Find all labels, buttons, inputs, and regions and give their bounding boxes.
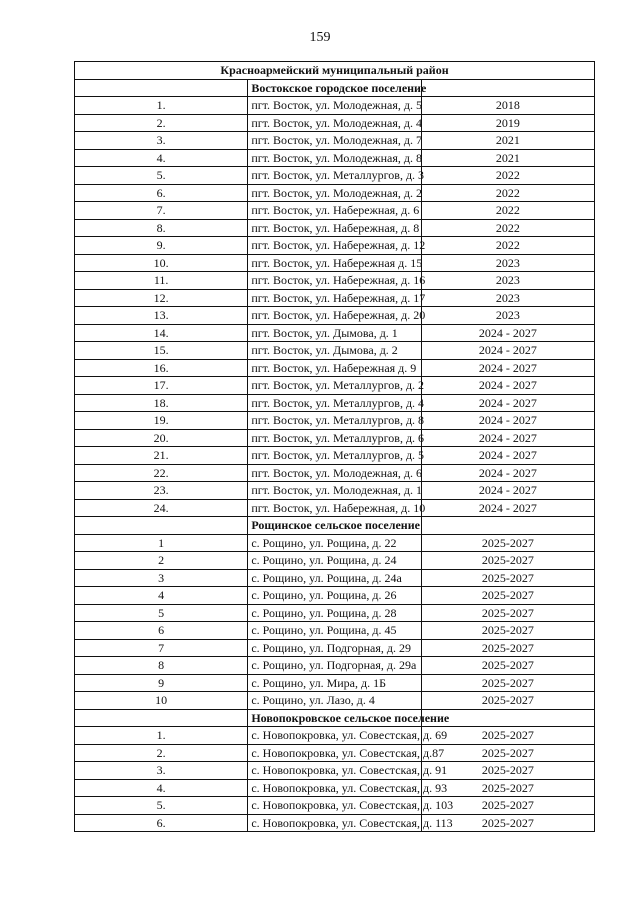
row-year: 2022	[421, 237, 594, 255]
table-body	[75, 62, 595, 832]
row-number: 4	[75, 587, 248, 605]
table-row	[75, 359, 595, 377]
row-number: 21.	[75, 447, 248, 465]
row-address: с. Рощино, ул. Рощина, д. 26	[248, 587, 421, 605]
table-row	[75, 202, 595, 220]
row-address: пгт. Восток, ул. Набережная, д. 16	[248, 272, 421, 290]
row-number: 2	[75, 552, 248, 570]
row-number: 10.	[75, 254, 248, 272]
row-address: с. Рощино, ул. Подгорная, д. 29а	[248, 657, 421, 675]
row-number: 4.	[75, 779, 248, 797]
table-row	[75, 324, 595, 342]
row-number: 10	[75, 692, 248, 710]
table-row	[75, 797, 595, 815]
row-address: с. Рощино, ул. Рощина, д. 45	[248, 622, 421, 640]
row-address: с. Рощино, ул. Рощина, д. 28	[248, 604, 421, 622]
row-address: с. Рощино, ул. Мира, д. 1Б	[248, 674, 421, 692]
row-address: с. Новопокровка, ул. Совестская, д. 103	[248, 797, 421, 815]
table-row	[75, 587, 595, 605]
row-year: 2025-2027	[421, 657, 594, 675]
row-address: с. Рощино, ул. Рощина, д. 24а	[248, 569, 421, 587]
row-address: с. Новопокровка, ул. Совестская, д.87	[248, 744, 421, 762]
page-number: 159	[309, 30, 331, 45]
row-year: 2024 - 2027	[421, 342, 594, 360]
row-year: 2024 - 2027	[421, 377, 594, 395]
row-address: пгт. Восток, ул. Металлургов, д. 6	[248, 429, 421, 447]
row-number: 23.	[75, 482, 248, 500]
row-year: 2022	[421, 219, 594, 237]
row-address: пгт. Восток, ул. Молодежная, д. 4	[248, 114, 421, 132]
table-row	[75, 779, 595, 797]
table-row	[75, 744, 595, 762]
row-number: 17.	[75, 377, 248, 395]
table-row	[75, 412, 595, 430]
table-row	[75, 114, 595, 132]
row-year: 2025-2027	[421, 534, 594, 552]
section-title: Рощинское сельское поселение	[248, 517, 421, 535]
table-row	[75, 184, 595, 202]
table-row	[75, 657, 595, 675]
row-address: пгт. Восток, ул. Набережная, д. 12	[248, 237, 421, 255]
table-row	[75, 167, 595, 185]
row-year: 2025-2027	[421, 604, 594, 622]
row-number: 20.	[75, 429, 248, 447]
row-year: 2024 - 2027	[421, 412, 594, 430]
row-year: 2025-2027	[421, 744, 594, 762]
row-number: 5.	[75, 797, 248, 815]
table-row	[75, 464, 595, 482]
row-number: 11.	[75, 272, 248, 290]
table-row	[75, 604, 595, 622]
row-number: 9.	[75, 237, 248, 255]
row-address: пгт. Восток, ул. Набережная, д. 20	[248, 307, 421, 325]
section-row	[75, 517, 595, 535]
section-number-cell	[75, 709, 248, 727]
row-address: с. Новопокровка, ул. Совестская, д. 69	[248, 727, 421, 745]
row-address: с. Новопокровка, ул. Совестская, д. 91	[248, 762, 421, 780]
row-number: 1	[75, 534, 248, 552]
row-year: 2025-2027	[421, 569, 594, 587]
row-year: 2023	[421, 307, 594, 325]
row-number: 3.	[75, 762, 248, 780]
table-row	[75, 272, 595, 290]
table-row	[75, 762, 595, 780]
row-year: 2024 - 2027	[421, 464, 594, 482]
row-year: 2021	[421, 149, 594, 167]
row-address: пгт. Восток, ул. Набережная, д. 10	[248, 499, 421, 517]
row-number: 6.	[75, 814, 248, 832]
row-address: пгт. Восток, ул. Металлургов, д. 2	[248, 377, 421, 395]
row-year: 2025-2027	[421, 622, 594, 640]
table-row	[75, 254, 595, 272]
table-row	[75, 447, 595, 465]
row-year: 2021	[421, 132, 594, 150]
table-row	[75, 429, 595, 447]
row-address: с. Новопокровка, ул. Совестская, д. 113	[248, 814, 421, 832]
section-number-cell	[75, 517, 248, 535]
row-year: 2024 - 2027	[421, 429, 594, 447]
table-row	[75, 674, 595, 692]
row-address: с. Рощино, ул. Подгорная, д. 29	[248, 639, 421, 657]
row-year: 2025-2027	[421, 552, 594, 570]
row-year: 2024 - 2027	[421, 324, 594, 342]
section-number-cell	[75, 79, 248, 97]
row-address: с. Рощино, ул. Рощина, д. 24	[248, 552, 421, 570]
row-year: 2025-2027	[421, 797, 594, 815]
table-row	[75, 219, 595, 237]
table-row	[75, 132, 595, 150]
row-year: 2023	[421, 272, 594, 290]
table-row	[75, 639, 595, 657]
table-row	[75, 289, 595, 307]
table-row	[75, 394, 595, 412]
row-address: пгт. Восток, ул. Молодежная, д. 1	[248, 482, 421, 500]
table-row	[75, 307, 595, 325]
row-year: 2025-2027	[421, 727, 594, 745]
table-row	[75, 534, 595, 552]
row-number: 7.	[75, 202, 248, 220]
row-address: пгт. Восток, ул. Металлургов, д. 8	[248, 412, 421, 430]
row-year: 2022	[421, 167, 594, 185]
table-row	[75, 727, 595, 745]
row-year: 2025-2027	[421, 779, 594, 797]
row-number: 8.	[75, 219, 248, 237]
row-number: 2.	[75, 114, 248, 132]
row-address: пгт. Восток, ул. Набережная, д. 8	[248, 219, 421, 237]
row-address: пгт. Восток, ул. Набережная д. 9	[248, 359, 421, 377]
table-row	[75, 377, 595, 395]
row-address: пгт. Восток, ул. Металлургов, д. 4	[248, 394, 421, 412]
row-year: 2023	[421, 289, 594, 307]
row-year: 2022	[421, 202, 594, 220]
row-year: 2022	[421, 184, 594, 202]
section-title: Востокское городское поселение	[248, 79, 421, 97]
row-year: 2019	[421, 114, 594, 132]
row-address: пгт. Восток, ул. Молодежная, д. 8	[248, 149, 421, 167]
row-number: 3	[75, 569, 248, 587]
row-number: 9	[75, 674, 248, 692]
row-number: 22.	[75, 464, 248, 482]
row-number: 24.	[75, 499, 248, 517]
row-number: 8	[75, 657, 248, 675]
table-row	[75, 342, 595, 360]
row-number: 15.	[75, 342, 248, 360]
row-number: 14.	[75, 324, 248, 342]
housing-table	[74, 61, 595, 832]
row-year: 2025-2027	[421, 674, 594, 692]
table-row	[75, 97, 595, 115]
row-number: 3.	[75, 132, 248, 150]
row-year: 2018	[421, 97, 594, 115]
row-number: 13.	[75, 307, 248, 325]
row-number: 6	[75, 622, 248, 640]
table-row	[75, 237, 595, 255]
row-year: 2025-2027	[421, 587, 594, 605]
section-row	[75, 79, 595, 97]
row-number: 16.	[75, 359, 248, 377]
table-row	[75, 814, 595, 832]
row-year: 2024 - 2027	[421, 394, 594, 412]
table-row	[75, 622, 595, 640]
section-row	[75, 709, 595, 727]
row-number: 2.	[75, 744, 248, 762]
district-row	[75, 62, 595, 80]
row-address: с. Рощино, ул. Лазо, д. 4	[248, 692, 421, 710]
row-year: 2025-2027	[421, 814, 594, 832]
row-address: пгт. Восток, ул. Молодежная, д. 6	[248, 464, 421, 482]
table-row	[75, 149, 595, 167]
row-number: 4.	[75, 149, 248, 167]
section-year-cell	[421, 517, 594, 535]
row-address: пгт. Восток, ул. Металлургов, д. 5	[248, 447, 421, 465]
row-number: 5.	[75, 167, 248, 185]
row-year: 2025-2027	[421, 639, 594, 657]
row-address: пгт. Восток, ул. Металлургов, д. 3	[248, 167, 421, 185]
row-year: 2025-2027	[421, 692, 594, 710]
table-row	[75, 552, 595, 570]
row-address: пгт. Восток, ул. Набережная д. 15	[248, 254, 421, 272]
row-year: 2024 - 2027	[421, 482, 594, 500]
row-year: 2024 - 2027	[421, 359, 594, 377]
row-number: 19.	[75, 412, 248, 430]
row-year: 2025-2027	[421, 762, 594, 780]
row-year: 2023	[421, 254, 594, 272]
row-number: 7	[75, 639, 248, 657]
row-address: пгт. Восток, ул. Дымова, д. 1	[248, 324, 421, 342]
row-number: 18.	[75, 394, 248, 412]
table-row	[75, 692, 595, 710]
section-title: Новопокровское сельское поселение	[248, 709, 421, 727]
row-number: 6.	[75, 184, 248, 202]
row-year: 2024 - 2027	[421, 447, 594, 465]
row-address: пгт. Восток, ул. Дымова, д. 2	[248, 342, 421, 360]
district-title: Красноармейский муниципальный район	[75, 62, 595, 80]
row-address: пгт. Восток, ул. Молодежная, д. 2	[248, 184, 421, 202]
table-row	[75, 569, 595, 587]
row-number: 12.	[75, 289, 248, 307]
row-address: пгт. Восток, ул. Набережная, д. 17	[248, 289, 421, 307]
row-address: с. Новопокровка, ул. Совестская, д. 93	[248, 779, 421, 797]
row-number: 1.	[75, 727, 248, 745]
row-address: пгт. Восток, ул. Набережная, д. 6	[248, 202, 421, 220]
table-row	[75, 499, 595, 517]
row-year: 2024 - 2027	[421, 499, 594, 517]
row-address: пгт. Восток, ул. Молодежная, д. 7	[248, 132, 421, 150]
row-address: с. Рощино, ул. Рощина, д. 22	[248, 534, 421, 552]
table-row	[75, 482, 595, 500]
section-year-cell	[421, 79, 594, 97]
row-number: 1.	[75, 97, 248, 115]
row-number: 5	[75, 604, 248, 622]
row-address: пгт. Восток, ул. Молодежная, д. 5	[248, 97, 421, 115]
